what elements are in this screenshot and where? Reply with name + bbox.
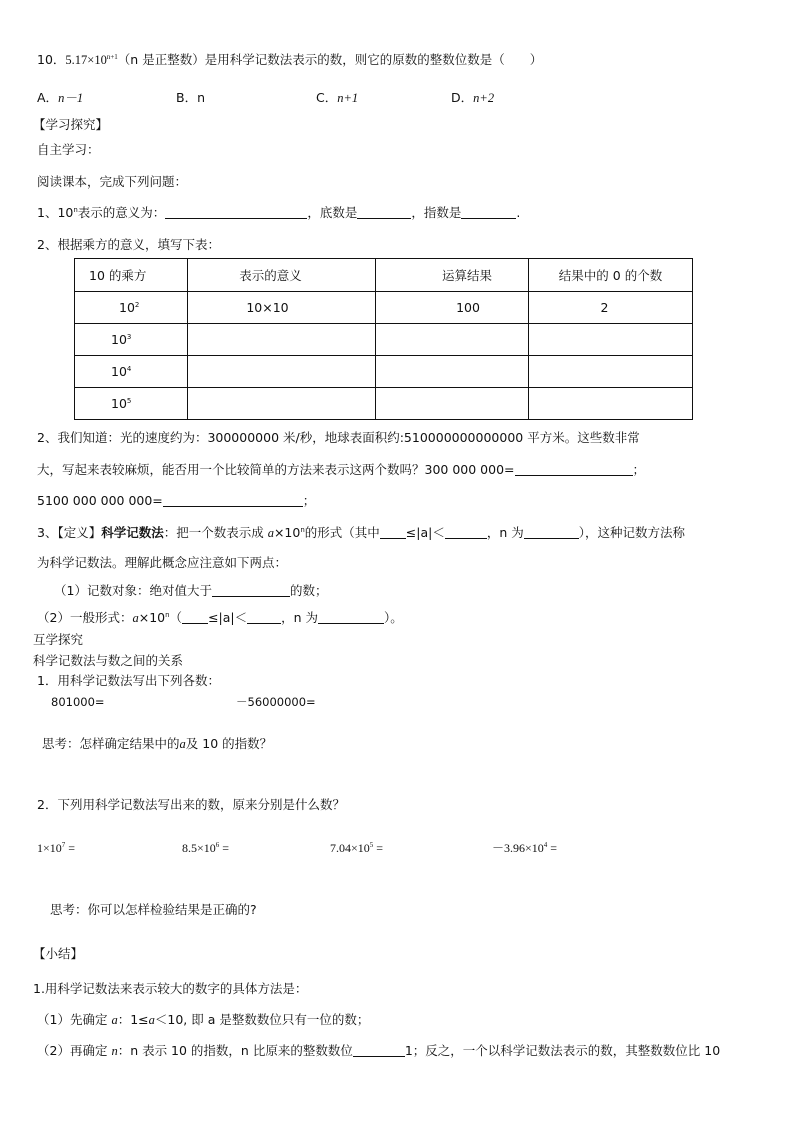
item-2: 2、根据乘方的意义，填写下表：: [37, 237, 220, 252]
expr-3: $7.04\times 10^5$ =: [330, 841, 384, 855]
table-row: [75, 356, 693, 388]
mutual-q1: 1．用科学记数法写出下列各数：: [37, 673, 220, 688]
result-cell[interactable]: [376, 388, 529, 420]
power-cell: $10^2$: [75, 292, 188, 324]
section-heading-study: 【学习探究】: [33, 117, 109, 132]
table-row: [75, 388, 693, 420]
result-cell[interactable]: [376, 324, 529, 356]
option-b: B．n: [176, 90, 206, 105]
option-d: D．n+2: [451, 90, 495, 105]
question-number: 10．: [37, 52, 66, 67]
summary-s2: （1）先确定 a：1≤a＜10, 即 a 是整数数位只有一位的数；: [37, 1012, 370, 1027]
power-cell: $10^5$: [75, 388, 188, 420]
expr-1: $1\times 10^7$ =: [37, 841, 76, 855]
earth-area-blank[interactable]: [163, 495, 303, 507]
point-1: （1）记数对象：绝对值大于 的数；: [54, 583, 328, 598]
expr-2: $8.5\times 10^6$ =: [182, 841, 230, 855]
option-c: C．n+1: [316, 90, 359, 105]
power-cell: $10^4$: [75, 356, 188, 388]
read-instruction: 阅读课本，完成下列问题：: [37, 174, 188, 189]
relation-heading: 科学记数法与数之间的关系: [33, 653, 184, 668]
meaning-cell[interactable]: 10×10: [188, 292, 376, 324]
question-text: （n 是正整数）是用科学记数法表示的数，则它的原数的整数位数是（ ）: [117, 52, 543, 67]
header-result: 运算结果: [376, 259, 529, 292]
expr-4: $-3.96\times 10^4$ =: [492, 841, 558, 855]
summary-s1: 1.用科学记数法来表示较大的数字的具体方法是：: [33, 981, 308, 996]
abs-value-blank[interactable]: [212, 585, 290, 597]
definition-line2: 为科学记数法。理解此概念应注意如下两点：: [37, 555, 288, 570]
form-lower-blank[interactable]: [182, 612, 208, 624]
digit-compare-blank[interactable]: [353, 1045, 405, 1057]
meaning-cell[interactable]: [188, 324, 376, 356]
meaning-blank[interactable]: [165, 207, 307, 219]
form-n-blank[interactable]: [318, 612, 384, 624]
mutual-study-heading: 互学探究: [33, 632, 84, 647]
table-row: [75, 292, 693, 324]
table-header-row: [75, 259, 693, 292]
summary-heading: 【小结】: [33, 946, 84, 961]
header-zero-count: 结果中的 0 的个数: [529, 259, 693, 292]
result-cell[interactable]: [376, 356, 529, 388]
think-2: 思考：你可以怎样检验结果是正确的?: [50, 902, 257, 917]
table-row: [75, 324, 693, 356]
number-neg-56000000: －56000000=: [236, 695, 316, 709]
definition-line: 3、【定义】科学记数法：把一个数表示成 $a\times 10^n$的形式（其中 ≤|a|＜ ，n 为 ），这种记数方法称: [37, 525, 686, 540]
exponent-blank[interactable]: [461, 207, 516, 219]
zero-count-cell[interactable]: 2: [529, 292, 693, 324]
light-speed-blank[interactable]: [515, 464, 633, 476]
self-study-label: 自主学习：: [37, 142, 100, 157]
think-1: 思考：怎样确定结果中的a及 10 的指数？: [42, 736, 273, 751]
upper-bound-blank[interactable]: [445, 527, 487, 539]
question-10: [37, 54, 542, 67]
meaning-cell[interactable]: [188, 388, 376, 420]
result-cell[interactable]: 100: [376, 292, 529, 324]
number-801000: 801000=: [51, 695, 105, 709]
item-1: 1、10$^n$表示的意义为： ，底数是 ，指数是 .: [37, 205, 521, 220]
point-2: （2）一般形式：$a\times 10^n( \le|a|<$ ，n 为 ）。: [37, 610, 403, 625]
zero-count-cell[interactable]: [529, 324, 693, 356]
para2-line2: 大，写起来表较麻烦，能否用一个比较简单的方法来表示这两个数吗？300 000 000= ；: [37, 462, 646, 477]
form-upper-blank[interactable]: [247, 612, 281, 624]
header-power: 10 的乘方: [75, 259, 188, 292]
meaning-cell[interactable]: [188, 356, 376, 388]
lower-bound-blank[interactable]: [380, 527, 406, 539]
para2-line1: 2、我们知道：光的速度约为：300000000 米/秒，地球表面积约:510000000000000 平方米。这些数非常: [37, 430, 640, 445]
header-meaning: 表示的意义: [188, 259, 376, 292]
summary-s3: （2）再确定 n：n 表示 10 的指数，n 比原来的整数数位 1；反之，一个以科学记数法表示的数，其整数数位比 10: [37, 1043, 721, 1058]
n-type-blank[interactable]: [524, 527, 579, 539]
option-a: A．n－1: [37, 90, 84, 105]
zero-count-cell[interactable]: [529, 356, 693, 388]
sci-number: $5.17\times 10^{n+1}$: [65, 53, 118, 67]
para2-line3: 5100 000 000 000= ；: [37, 493, 316, 508]
base-blank[interactable]: [357, 207, 411, 219]
mutual-q2: 2．下列用科学记数法写出来的数，原来分别是什么数？: [37, 797, 345, 812]
zero-count-cell[interactable]: [529, 388, 693, 420]
power-cell: $10^3$: [75, 324, 188, 356]
powers-table: [74, 258, 693, 420]
